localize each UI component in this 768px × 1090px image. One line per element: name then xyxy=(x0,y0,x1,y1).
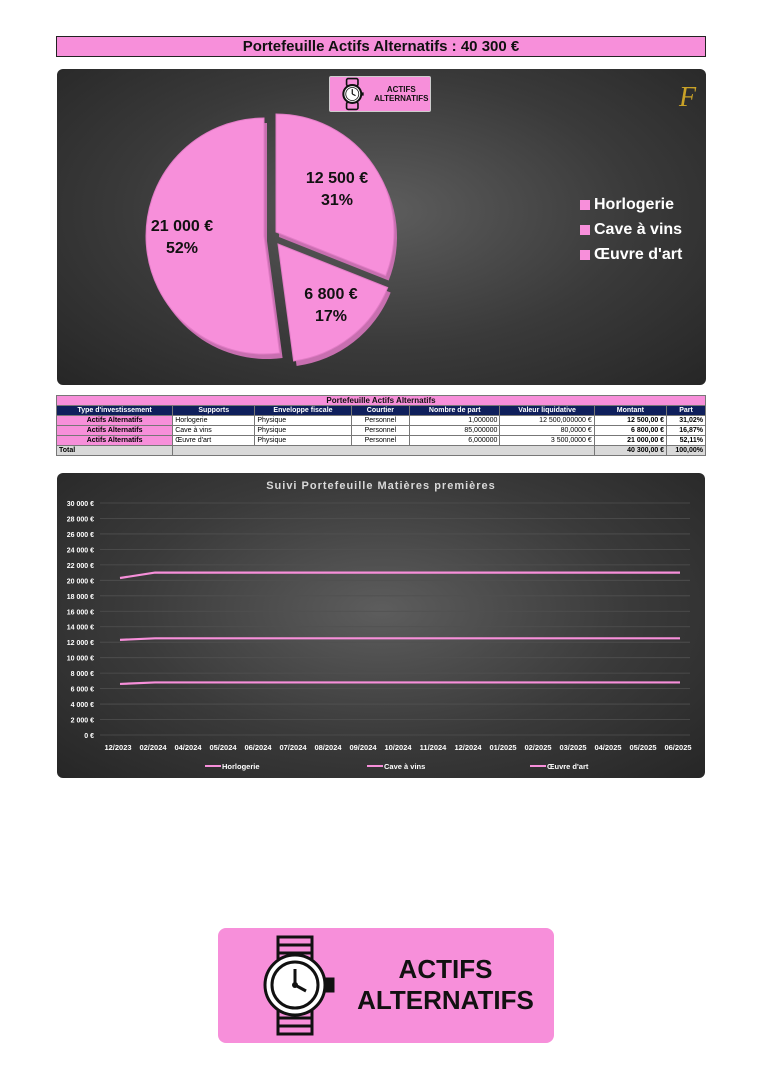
cell: Personnel xyxy=(351,416,410,426)
total-label: Total xyxy=(57,446,173,456)
col-header: Enveloppe fiscale xyxy=(255,406,351,416)
y-tick-label: 4 000 € xyxy=(70,702,94,710)
series-line xyxy=(120,638,680,640)
cell: Actifs Alternatifs xyxy=(57,416,173,426)
pie-percent-label: 17% xyxy=(314,308,348,325)
x-tick-label: 11/2024 xyxy=(419,743,447,752)
y-tick-label: 16 000 € xyxy=(66,609,94,617)
y-tick-label: 26 000 € xyxy=(66,531,94,539)
cell: Actifs Alternatifs xyxy=(57,426,173,436)
pie-percent-label: 31% xyxy=(320,192,354,209)
x-tick-label: 09/2024 xyxy=(349,743,377,752)
cell: Physique xyxy=(255,416,351,426)
col-header: Type d'investissement xyxy=(57,406,173,416)
x-tick-label: 01/2025 xyxy=(489,743,517,752)
x-tick-label: 12/2024 xyxy=(454,743,482,752)
x-tick-label: 06/2025 xyxy=(664,743,692,752)
table-caption: Portefeuille Actifs Alternatifs xyxy=(57,396,706,406)
cell: Personnel xyxy=(351,436,410,446)
total-montant: 40 300,00 € xyxy=(594,446,666,456)
cell: 16,87% xyxy=(667,426,706,436)
y-tick-label: 18 000 € xyxy=(66,593,94,601)
cell: 80,0000 € xyxy=(500,426,594,436)
y-tick-label: 24 000 € xyxy=(66,547,94,555)
cell: 21 000,00 € xyxy=(594,436,666,446)
y-tick-label: 8 000 € xyxy=(70,671,94,679)
footer-badge xyxy=(218,928,554,1043)
y-tick-label: 14 000 € xyxy=(66,624,94,632)
legend-label: Œuvre d'art xyxy=(594,245,683,263)
cell: 1,000000 xyxy=(410,416,500,426)
watch-icon xyxy=(250,933,340,1038)
cell: Physique xyxy=(255,426,351,436)
cell: 6,000000 xyxy=(410,436,500,446)
cell: Personnel xyxy=(351,426,410,436)
y-tick-label: 10 000 € xyxy=(66,655,94,663)
pie-value-label: 21 000 € xyxy=(150,218,214,235)
y-tick-label: 6 000 € xyxy=(70,686,94,694)
x-tick-label: 02/2025 xyxy=(524,743,552,752)
pie-percent-label: 52% xyxy=(165,240,199,257)
cell: 6 800,00 € xyxy=(594,426,666,436)
x-tick-label: 12/2023 xyxy=(104,743,132,752)
line-chart-title: Suivi Portefeuille Matières premières xyxy=(266,480,496,492)
footer-badge-line1: ACTIFS xyxy=(398,954,493,984)
cell: Physique xyxy=(255,436,351,446)
x-tick-label: 06/2024 xyxy=(244,743,272,752)
x-tick-label: 07/2024 xyxy=(279,743,307,752)
x-tick-label: 04/2025 xyxy=(594,743,622,752)
badge-line2: ALTERNATIFS xyxy=(374,94,429,103)
pie-value-label: 6 800 € xyxy=(304,286,358,303)
x-tick-label: 05/2025 xyxy=(629,743,657,752)
cell: Horlogerie xyxy=(173,416,255,426)
x-tick-label: 03/2025 xyxy=(559,743,587,752)
cell: 3 500,0000 € xyxy=(500,436,594,446)
x-tick-label: 02/2024 xyxy=(139,743,167,752)
y-tick-label: 12 000 € xyxy=(66,640,94,648)
cell: 12 500,00 € xyxy=(594,416,666,426)
y-tick-label: 30 000 € xyxy=(66,501,94,508)
cell: Actifs Alternatifs xyxy=(57,436,173,446)
legend-label: Horlogerie xyxy=(594,195,675,213)
col-header: Courtier xyxy=(351,406,410,416)
brand-logo: F xyxy=(679,82,697,113)
cell: Œuvre d'art xyxy=(173,436,255,446)
y-tick-label: 20 000 € xyxy=(66,578,94,586)
badge-line1: ACTIFS xyxy=(386,85,416,94)
series-line xyxy=(120,682,680,684)
cell: 12 500,000000 € xyxy=(500,416,594,426)
legend-label: Cave à vins xyxy=(594,220,683,238)
col-header: Montant xyxy=(594,406,666,416)
cell: 52,11% xyxy=(667,436,706,446)
x-tick-label: 10/2024 xyxy=(384,743,412,752)
legend-label: Horlogerie xyxy=(222,762,260,771)
legend-label: Œuvre d'art xyxy=(547,762,589,771)
x-tick-label: 05/2024 xyxy=(209,743,237,752)
total-part: 100,00% xyxy=(667,446,706,456)
cell: 85,000000 xyxy=(410,426,500,436)
footer-badge-line2: ALTERNATIFS xyxy=(357,985,534,1015)
x-tick-label: 08/2024 xyxy=(314,743,342,752)
col-header: Valeur liquidative xyxy=(500,406,594,416)
y-tick-label: 28 000 € xyxy=(66,516,94,524)
y-tick-label: 0 € xyxy=(84,733,94,740)
legend-label: Cave à vins xyxy=(384,762,426,771)
cell: Cave à vins xyxy=(173,426,255,436)
y-tick-label: 22 000 € xyxy=(66,562,94,570)
col-header: Nombre de part xyxy=(410,406,500,416)
x-tick-label: 04/2024 xyxy=(174,743,202,752)
cell: 31,02% xyxy=(667,416,706,426)
y-tick-label: 2 000 € xyxy=(70,717,94,725)
page-title: Portefeuille Actifs Alternatifs : 40 300 € xyxy=(56,36,706,57)
col-header: Supports xyxy=(173,406,255,416)
pie-value-label: 12 500 € xyxy=(305,170,369,187)
col-header: Part xyxy=(667,406,706,416)
series-line xyxy=(120,573,680,578)
